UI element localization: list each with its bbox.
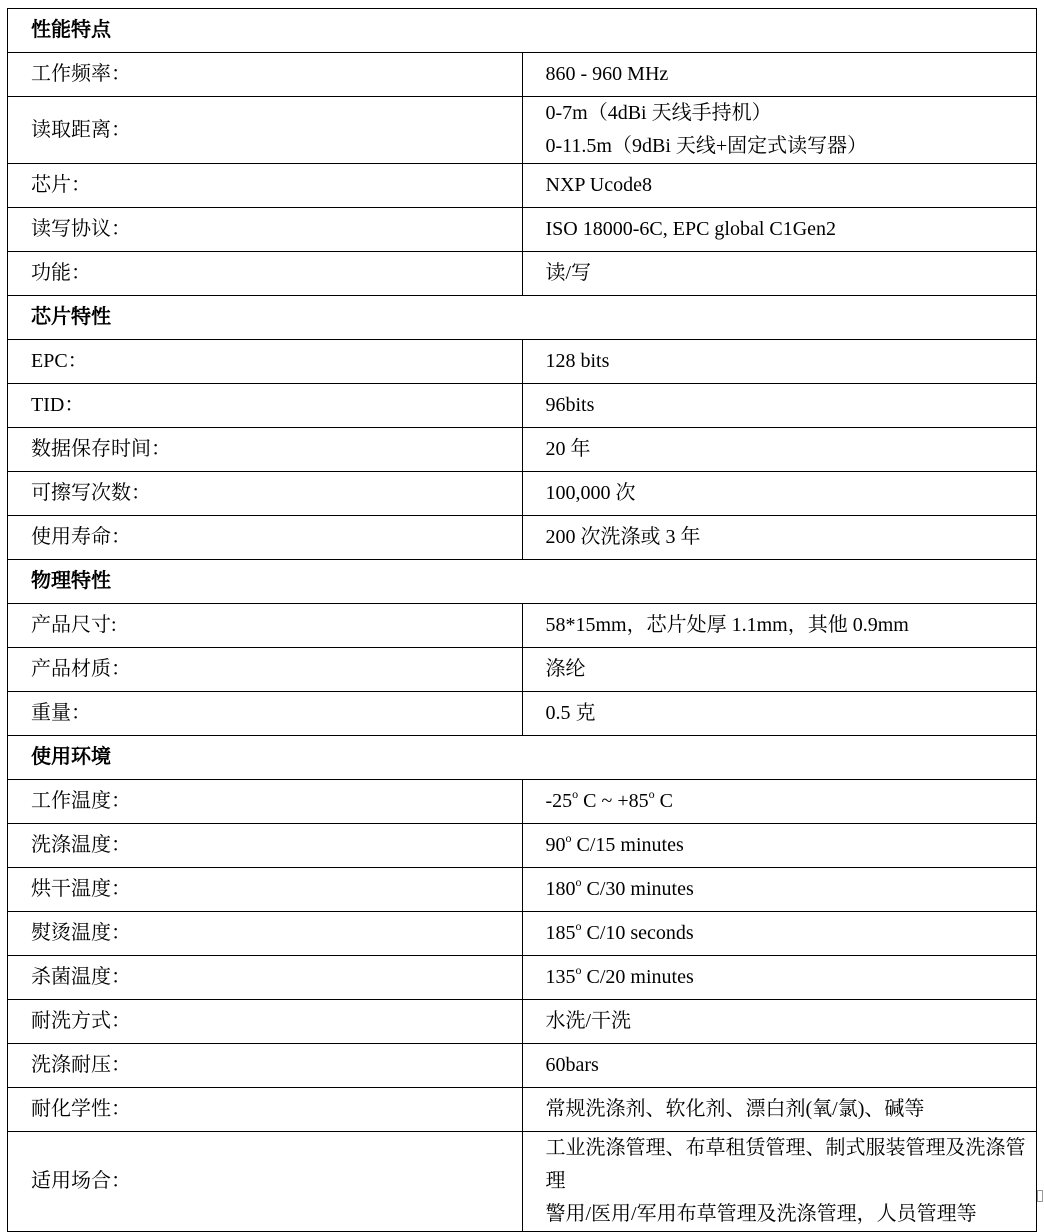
spec-value-line: 96bits [545, 394, 595, 416]
spec-value [522, 53, 1037, 97]
spec-row [8, 97, 1037, 164]
spec-value-line: 工业洗涤管理、布草租赁管理、制式服装管理及洗涤管理 [545, 1137, 1026, 1192]
spec-label: 洗涤温度： [8, 824, 523, 868]
spec-value [522, 384, 1037, 428]
spec-row [8, 516, 1037, 560]
spec-value [522, 208, 1037, 252]
spec-value [522, 97, 1037, 164]
spec-label: 烘干温度： [8, 868, 523, 912]
spec-value-line: 涤纶 [545, 658, 586, 680]
spec-value-line: 警用/医用/军用布草管理及洗涤管理，人员管理等 [545, 1203, 977, 1225]
section-title: 芯片特性 [8, 296, 1037, 340]
spec-value-line: ISO 18000-6C, EPC global C1Gen2 [545, 218, 837, 240]
spec-label: 工作频率： [8, 53, 523, 97]
spec-value-line: 58*15mm，芯片处厚 1.1mm，其他 0.9mm [545, 614, 909, 636]
spec-value-line: 0-7m（4dBi 天线手持机） [545, 102, 772, 124]
spec-value [522, 692, 1037, 736]
spec-value-line: -25$^o$ C ~ $+85^o$ C [545, 787, 673, 812]
spec-row [8, 428, 1037, 472]
spec-value [522, 428, 1037, 472]
section-title: 物理特性 [8, 560, 1037, 604]
spec-row [8, 340, 1037, 384]
spec-value [522, 868, 1037, 912]
spec-value-line: 180$^o$ C/30 minutes [545, 875, 694, 900]
section-title: 性能特点 [8, 9, 1037, 53]
spec-label: 使用寿命： [8, 516, 523, 560]
spec-value [522, 252, 1037, 296]
section-title: 使用环境 [8, 736, 1037, 780]
spec-value-line: 常规洗涤剂、软化剂、漂白剂(氧/氯)、碱等 [545, 1098, 925, 1120]
spec-value [522, 1000, 1037, 1044]
spec-value [522, 516, 1037, 560]
spec-value [522, 824, 1037, 868]
spec-value [522, 1044, 1037, 1088]
spec-value-line: 100,000 次 [545, 482, 636, 504]
spec-value-line: 0-11.5m（9dBi 天线+固定式读写器） [545, 135, 868, 157]
section-header-row [8, 560, 1037, 604]
spec-value [522, 1088, 1037, 1132]
spec-value [522, 780, 1037, 824]
spec-label: 产品尺寸: [8, 604, 523, 648]
spec-row [8, 208, 1037, 252]
degree-mark: o [575, 963, 582, 977]
spec-value [522, 1132, 1037, 1232]
spec-label: 功能： [8, 252, 523, 296]
degree-mark: o [565, 831, 572, 845]
spec-value [522, 340, 1037, 384]
spec-row [8, 1000, 1037, 1044]
spec-value [522, 648, 1037, 692]
spec-value-line: 读/写 [545, 262, 592, 284]
spec-value-line: 水洗/干洗 [545, 1010, 632, 1032]
degree-mark: o [575, 875, 582, 889]
spec-row [8, 780, 1037, 824]
section-header-row [8, 9, 1037, 53]
spec-table [7, 8, 1037, 1232]
section-header-row [8, 296, 1037, 340]
spec-label: 洗涤耐压： [8, 1044, 523, 1088]
spec-label: 可擦写次数： [8, 472, 523, 516]
spec-row [8, 53, 1037, 97]
spec-label: 熨烫温度： [8, 912, 523, 956]
spec-value-line: 90$^o$ C/15 minutes [545, 831, 684, 856]
spec-row [8, 868, 1037, 912]
spec-label: 数据保存时间： [8, 428, 523, 472]
spec-row [8, 1088, 1037, 1132]
spec-value [522, 472, 1037, 516]
spec-row [8, 472, 1037, 516]
spec-label: 耐洗方式： [8, 1000, 523, 1044]
spec-label: 重量： [8, 692, 523, 736]
spec-row [8, 824, 1037, 868]
spec-row [8, 1044, 1037, 1088]
spec-label: TID： [8, 384, 523, 428]
spec-value-line: NXP Ucode8 [545, 174, 652, 196]
spec-value-line: 135$^o$ C/20 minutes [545, 963, 694, 988]
spec-label: EPC： [8, 340, 523, 384]
spec-value-line: 0.5 克 [545, 702, 596, 724]
spec-row [8, 912, 1037, 956]
spec-label: 读取距离： [8, 97, 523, 164]
degree-mark: o [572, 787, 579, 801]
spec-value-line: 60bars [545, 1054, 599, 1076]
spec-label: 产品材质： [8, 648, 523, 692]
section-header-row [8, 736, 1037, 780]
spec-value-line: 128 bits [545, 350, 610, 372]
spec-label: 工作温度： [8, 780, 523, 824]
spec-label: 耐化学性： [8, 1088, 523, 1132]
spec-value-line: 20 年 [545, 438, 591, 460]
spec-label: 适用场合： [8, 1132, 523, 1232]
spec-value [522, 604, 1037, 648]
spec-row [8, 384, 1037, 428]
degree-mark: o [648, 787, 655, 801]
spec-value-line: 860 - 960 MHz [545, 63, 669, 85]
spec-row [8, 252, 1037, 296]
spec-value [522, 164, 1037, 208]
spec-label: 杀菌温度： [8, 956, 523, 1000]
spec-row [8, 648, 1037, 692]
spec-table-body [8, 9, 1037, 1232]
spec-value [522, 912, 1037, 956]
spec-value [522, 956, 1037, 1000]
spec-value-line: 200 次洗涤或 3 年 [545, 526, 701, 548]
spec-row [8, 164, 1037, 208]
spec-row [8, 692, 1037, 736]
page-corner-mark [1037, 1190, 1043, 1202]
spec-row [8, 956, 1037, 1000]
degree-mark: o [575, 919, 582, 933]
spec-label: 读写协议： [8, 208, 523, 252]
spec-row [8, 1132, 1037, 1232]
spec-value-line: 185$^o$ C/10 seconds [545, 919, 694, 944]
spec-row [8, 604, 1037, 648]
spec-label: 芯片： [8, 164, 523, 208]
